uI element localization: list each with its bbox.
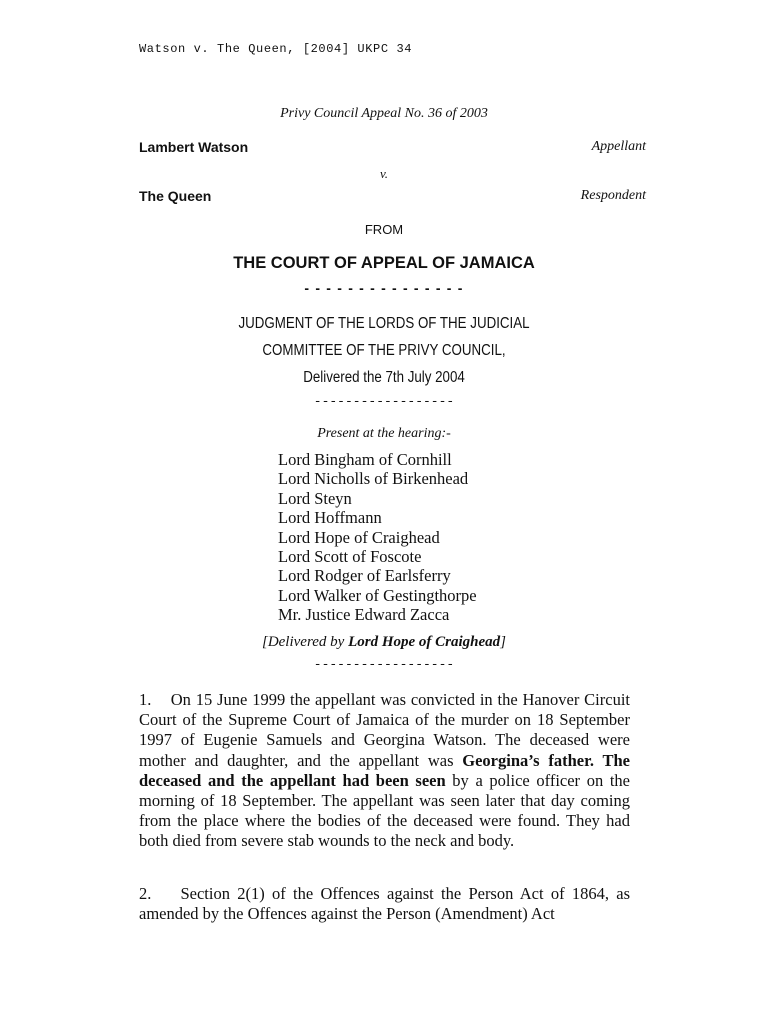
appellant-name: Lambert Watson <box>139 139 249 155</box>
court-name: THE COURT OF APPEAL OF JAMAICA <box>233 254 535 272</box>
respondent-name: The Queen <box>139 188 212 204</box>
judgment-rule: ------------------ <box>313 394 455 409</box>
from-label: FROM <box>364 222 404 237</box>
respondent-role: Respondent <box>580 188 646 203</box>
delivered-by-prefix: [Delivered by <box>261 634 349 650</box>
member-name: Lord Steyn <box>278 488 352 508</box>
member-name: Lord Scott of Foscote <box>278 547 422 567</box>
member-name: Lord Hope of Craighead <box>278 527 440 547</box>
member-name: Mr. Justice Edward Zacca <box>278 605 450 625</box>
member-name: Lord Rodger of Earlsferry <box>278 566 451 586</box>
header-citation: Watson v. The Queen, [2004] UKPC 34 <box>139 42 413 56</box>
delivered-by-lord: Lord Hope of Craighead <box>348 634 501 650</box>
dotted-divider: - - - - - - - - - - - - - - - <box>304 280 464 296</box>
paragraph-1-lead: 1. On 15 June 1999 the appellant was convicted in the Hanover Circuit Court of the Supreme Court of Jamaica of the murder on 18 September 1997 of Eugenie Samuels and Georgina Watson. The deceased were mother and daughter, and the appellant was <box>139 690 630 770</box>
present-at-hearing-label: Present at the hearing:- <box>317 426 451 441</box>
member-name: Lord Walker of Gestingthorpe <box>278 585 477 605</box>
member-name: Lord Bingham of Cornhill <box>278 450 452 469</box>
paragraph-1 <box>139 690 630 852</box>
judgment-title-line-1: JUDGMENT OF THE LORDS OF THE JUDICIAL <box>238 315 530 332</box>
paragraph-2: 2. Section 2(1) of the Offences against the Person Act of 1864, as amended by the Offences against the Person (Amendment) Act <box>139 884 630 924</box>
appellant-role: Appellant <box>591 139 646 154</box>
appeal-number: Privy Council Appeal No. 36 of 2003 <box>280 106 488 121</box>
hearing-rule: ------------------ <box>313 657 455 672</box>
versus-label: v. <box>379 166 389 181</box>
hearing-members-list <box>278 450 477 625</box>
paragraph-1-tail: by a police officer on the morning of 18 September. The appellant was seen later that day coming from the place where the bodies of the deceased were found. They had both died from severe stab wounds to the neck and body. <box>139 770 630 851</box>
member-name: Lord Hoffmann <box>278 508 382 528</box>
delivered-by-suffix: ] <box>500 634 506 650</box>
delivery-date: Delivered the 7th July 2004 <box>303 369 465 386</box>
delivered-by-line <box>0 634 768 651</box>
member-name: Lord Nicholls of Birkenhead <box>278 469 469 489</box>
judgment-title-line-2: COMMITTEE OF THE PRIVY COUNCIL, <box>262 342 506 359</box>
paragraph-1-bold: Georgina’s father. The deceased and the appellant had been seen <box>139 750 630 790</box>
